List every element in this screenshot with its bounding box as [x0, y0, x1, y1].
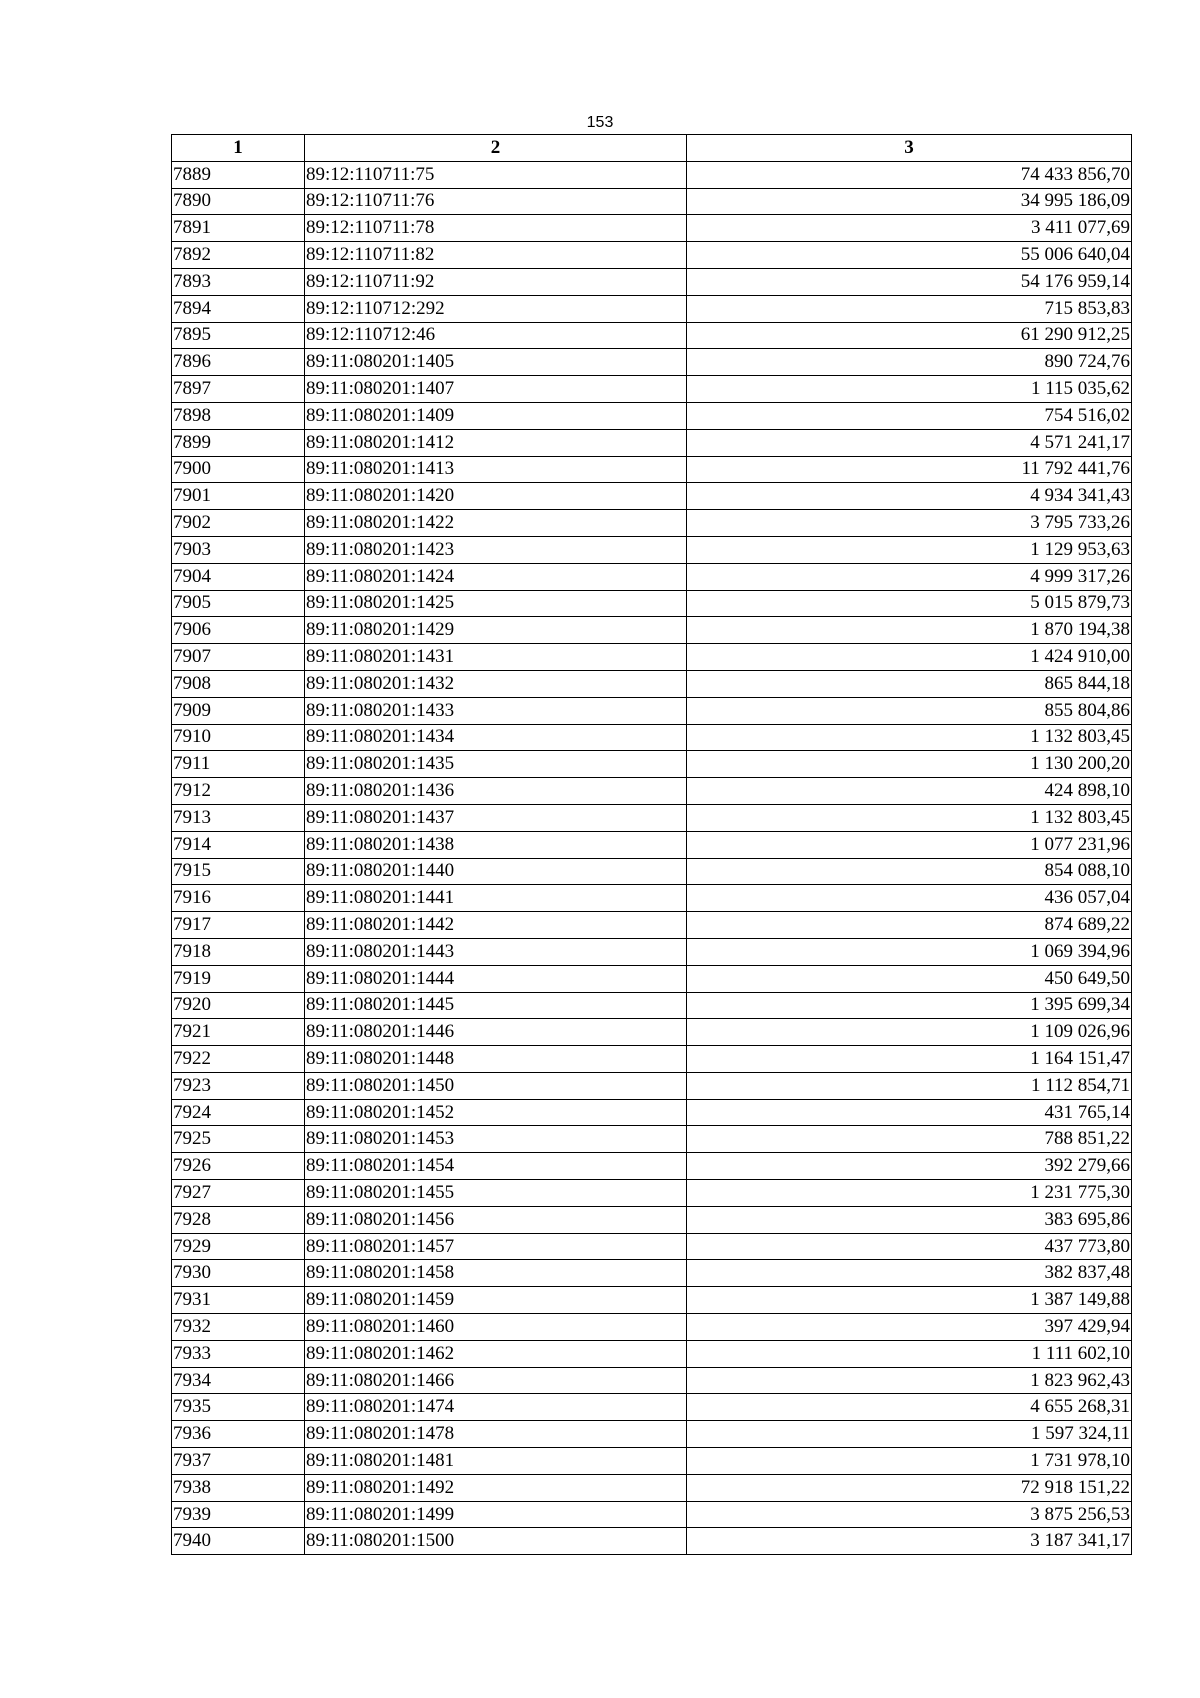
table-row: [172, 1233, 1132, 1260]
row-number-cell: 7893: [172, 268, 305, 295]
cadastral-number-cell: 89:11:080201:1499: [305, 1501, 687, 1528]
row-number-cell: 7936: [172, 1421, 305, 1448]
cadastral-number-cell: 89:12:110711:92: [305, 268, 687, 295]
row-number-cell: 7921: [172, 1019, 305, 1046]
table-row: [172, 1528, 1132, 1555]
cadastral-value-cell: 715 853,83: [687, 295, 1132, 322]
cadastral-number-cell: 89:11:080201:1441: [305, 885, 687, 912]
table-row: [172, 1287, 1132, 1314]
row-number-cell: 7913: [172, 804, 305, 831]
cadastral-value-cell: 1 231 775,30: [687, 1180, 1132, 1207]
row-number-cell: 7940: [172, 1528, 305, 1555]
cadastral-value-cell: 1 424 910,00: [687, 644, 1132, 671]
cadastral-value-cell: 1 132 803,45: [687, 724, 1132, 751]
cadastral-number-cell: 89:11:080201:1500: [305, 1528, 687, 1555]
cadastral-number-cell: 89:11:080201:1443: [305, 938, 687, 965]
row-number-cell: 7917: [172, 912, 305, 939]
cadastral-value-cell: 874 689,22: [687, 912, 1132, 939]
cadastral-number-cell: 89:12:110711:75: [305, 161, 687, 188]
table-row: [172, 1180, 1132, 1207]
row-number-cell: 7929: [172, 1233, 305, 1260]
table-row: [172, 885, 1132, 912]
row-number-cell: 7935: [172, 1394, 305, 1421]
table-row: [172, 161, 1132, 188]
cadastral-value-cell: 1 870 194,38: [687, 617, 1132, 644]
cadastral-number-cell: 89:11:080201:1452: [305, 1099, 687, 1126]
row-number-cell: 7915: [172, 858, 305, 885]
cadastral-value-cell: 1 132 803,45: [687, 804, 1132, 831]
cadastral-number-cell: 89:11:080201:1460: [305, 1314, 687, 1341]
cadastral-number-cell: 89:11:080201:1474: [305, 1394, 687, 1421]
cadastral-number-cell: 89:11:080201:1407: [305, 376, 687, 403]
cadastral-number-cell: 89:11:080201:1454: [305, 1153, 687, 1180]
row-number-cell: 7919: [172, 965, 305, 992]
row-number-cell: 7910: [172, 724, 305, 751]
cadastral-number-cell: 89:11:080201:1478: [305, 1421, 687, 1448]
column-header-2: 2: [305, 135, 687, 162]
cadastral-number-cell: 89:11:080201:1437: [305, 804, 687, 831]
cadastral-value-table: [171, 134, 1132, 1555]
table-row: [172, 349, 1132, 376]
cadastral-number-cell: 89:11:080201:1422: [305, 510, 687, 537]
cadastral-number-cell: 89:11:080201:1405: [305, 349, 687, 376]
cadastral-value-cell: 3 411 077,69: [687, 215, 1132, 242]
cadastral-number-cell: 89:11:080201:1457: [305, 1233, 687, 1260]
table-row: [172, 778, 1132, 805]
cadastral-number-cell: 89:11:080201:1459: [305, 1287, 687, 1314]
table-row: [172, 483, 1132, 510]
page-number: 153: [586, 114, 614, 131]
table-row: [172, 697, 1132, 724]
row-number-cell: 7895: [172, 322, 305, 349]
row-number-cell: 7904: [172, 563, 305, 590]
row-number-cell: 7931: [172, 1287, 305, 1314]
cadastral-number-cell: 89:12:110711:78: [305, 215, 687, 242]
cadastral-value-cell: 4 571 241,17: [687, 429, 1132, 456]
row-number-cell: 7928: [172, 1206, 305, 1233]
cadastral-value-cell: 382 837,48: [687, 1260, 1132, 1287]
table-row: [172, 429, 1132, 456]
table-body: [172, 161, 1132, 1554]
table-row: [172, 1099, 1132, 1126]
cadastral-value-cell: 450 649,50: [687, 965, 1132, 992]
cadastral-value-cell: 437 773,80: [687, 1233, 1132, 1260]
table-row: [172, 617, 1132, 644]
cadastral-number-cell: 89:12:110712:292: [305, 295, 687, 322]
table-row: [172, 831, 1132, 858]
row-number-cell: 7930: [172, 1260, 305, 1287]
table-row: [172, 322, 1132, 349]
table-row: [172, 1421, 1132, 1448]
row-number-cell: 7924: [172, 1099, 305, 1126]
table-row: [172, 510, 1132, 537]
cadastral-number-cell: 89:11:080201:1458: [305, 1260, 687, 1287]
table-row: [172, 992, 1132, 1019]
table-row: [172, 1126, 1132, 1153]
row-number-cell: 7903: [172, 536, 305, 563]
cadastral-value-cell: 72 918 151,22: [687, 1474, 1132, 1501]
column-header-3: 3: [687, 135, 1132, 162]
row-number-cell: 7938: [172, 1474, 305, 1501]
cadastral-value-cell: 424 898,10: [687, 778, 1132, 805]
cadastral-value-cell: 383 695,86: [687, 1206, 1132, 1233]
table-row: [172, 1367, 1132, 1394]
cadastral-value-cell: 1 597 324,11: [687, 1421, 1132, 1448]
cadastral-value-cell: 1 112 854,71: [687, 1072, 1132, 1099]
cadastral-value-cell: 1 115 035,62: [687, 376, 1132, 403]
row-number-cell: 7937: [172, 1448, 305, 1475]
cadastral-number-cell: 89:11:080201:1433: [305, 697, 687, 724]
cadastral-number-cell: 89:11:080201:1481: [305, 1448, 687, 1475]
row-number-cell: 7898: [172, 402, 305, 429]
cadastral-value-cell: 788 851,22: [687, 1126, 1132, 1153]
cadastral-value-cell: 34 995 186,09: [687, 188, 1132, 215]
table-row: [172, 1260, 1132, 1287]
row-number-cell: 7939: [172, 1501, 305, 1528]
row-number-cell: 7905: [172, 590, 305, 617]
table-row: [172, 858, 1132, 885]
cadastral-value-cell: 3 875 256,53: [687, 1501, 1132, 1528]
table-row: [172, 402, 1132, 429]
row-number-cell: 7925: [172, 1126, 305, 1153]
table-row: [172, 242, 1132, 269]
cadastral-value-cell: 1 109 026,96: [687, 1019, 1132, 1046]
cadastral-value-cell: 4 655 268,31: [687, 1394, 1132, 1421]
cadastral-number-cell: 89:11:080201:1445: [305, 992, 687, 1019]
table-row: [172, 268, 1132, 295]
row-number-cell: 7906: [172, 617, 305, 644]
cadastral-value-cell: 3 187 341,17: [687, 1528, 1132, 1555]
row-number-cell: 7923: [172, 1072, 305, 1099]
cadastral-number-cell: 89:11:080201:1434: [305, 724, 687, 751]
cadastral-value-cell: 1 077 231,96: [687, 831, 1132, 858]
cadastral-value-cell: 392 279,66: [687, 1153, 1132, 1180]
cadastral-number-cell: 89:11:080201:1420: [305, 483, 687, 510]
cadastral-value-cell: 54 176 959,14: [687, 268, 1132, 295]
cadastral-number-cell: 89:11:080201:1456: [305, 1206, 687, 1233]
row-number-cell: 7891: [172, 215, 305, 242]
table-row: [172, 456, 1132, 483]
row-number-cell: 7932: [172, 1314, 305, 1341]
cadastral-value-cell: 55 006 640,04: [687, 242, 1132, 269]
row-number-cell: 7914: [172, 831, 305, 858]
row-number-cell: 7899: [172, 429, 305, 456]
table-row: [172, 938, 1132, 965]
cadastral-number-cell: 89:11:080201:1444: [305, 965, 687, 992]
cadastral-number-cell: 89:11:080201:1438: [305, 831, 687, 858]
table-row: [172, 215, 1132, 242]
cadastral-number-cell: 89:11:080201:1432: [305, 670, 687, 697]
table-row: [172, 965, 1132, 992]
row-number-cell: 7916: [172, 885, 305, 912]
cadastral-number-cell: 89:11:080201:1409: [305, 402, 687, 429]
table-row: [172, 536, 1132, 563]
table-row: [172, 912, 1132, 939]
row-number-cell: 7918: [172, 938, 305, 965]
cadastral-number-cell: 89:11:080201:1446: [305, 1019, 687, 1046]
table-row: [172, 590, 1132, 617]
cadastral-number-cell: 89:12:110711:76: [305, 188, 687, 215]
cadastral-value-cell: 74 433 856,70: [687, 161, 1132, 188]
cadastral-value-cell: 1 111 602,10: [687, 1340, 1132, 1367]
cadastral-value-cell: 1 130 200,20: [687, 751, 1132, 778]
table-header-row: [172, 135, 1132, 162]
cadastral-value-cell: 397 429,94: [687, 1314, 1132, 1341]
table-row: [172, 188, 1132, 215]
row-number-cell: 7907: [172, 644, 305, 671]
row-number-cell: 7927: [172, 1180, 305, 1207]
table-row: [172, 644, 1132, 671]
cadastral-number-cell: 89:11:080201:1412: [305, 429, 687, 456]
cadastral-number-cell: 89:11:080201:1455: [305, 1180, 687, 1207]
cadastral-number-cell: 89:11:080201:1431: [305, 644, 687, 671]
row-number-cell: 7934: [172, 1367, 305, 1394]
cadastral-number-cell: 89:11:080201:1436: [305, 778, 687, 805]
cadastral-number-cell: 89:11:080201:1424: [305, 563, 687, 590]
table-row: [172, 1474, 1132, 1501]
cadastral-number-cell: 89:11:080201:1492: [305, 1474, 687, 1501]
cadastral-number-cell: 89:11:080201:1429: [305, 617, 687, 644]
row-number-cell: 7896: [172, 349, 305, 376]
cadastral-number-cell: 89:11:080201:1453: [305, 1126, 687, 1153]
cadastral-value-cell: 890 724,76: [687, 349, 1132, 376]
row-number-cell: 7908: [172, 670, 305, 697]
cadastral-value-cell: 4 934 341,43: [687, 483, 1132, 510]
table-row: [172, 1501, 1132, 1528]
row-number-cell: 7933: [172, 1340, 305, 1367]
cadastral-value-cell: 1 395 699,34: [687, 992, 1132, 1019]
cadastral-number-cell: 89:11:080201:1425: [305, 590, 687, 617]
table-row: [172, 1072, 1132, 1099]
cadastral-value-cell: 5 015 879,73: [687, 590, 1132, 617]
cadastral-number-cell: 89:11:080201:1450: [305, 1072, 687, 1099]
cadastral-number-cell: 89:12:110711:82: [305, 242, 687, 269]
cadastral-number-cell: 89:11:080201:1466: [305, 1367, 687, 1394]
row-number-cell: 7912: [172, 778, 305, 805]
row-number-cell: 7897: [172, 376, 305, 403]
table-row: [172, 670, 1132, 697]
cadastral-value-cell: 854 088,10: [687, 858, 1132, 885]
table-row: [172, 563, 1132, 590]
row-number-cell: 7894: [172, 295, 305, 322]
table-row: [172, 1448, 1132, 1475]
table-row: [172, 376, 1132, 403]
table-row: [172, 804, 1132, 831]
row-number-cell: 7911: [172, 751, 305, 778]
row-number-cell: 7892: [172, 242, 305, 269]
cadastral-value-cell: 11 792 441,76: [687, 456, 1132, 483]
cadastral-value-cell: 1 164 151,47: [687, 1046, 1132, 1073]
cadastral-value-cell: 1 823 962,43: [687, 1367, 1132, 1394]
table-row: [172, 1153, 1132, 1180]
row-number-cell: 7890: [172, 188, 305, 215]
cadastral-value-cell: 431 765,14: [687, 1099, 1132, 1126]
table-row: [172, 1206, 1132, 1233]
table-row: [172, 724, 1132, 751]
row-number-cell: 7922: [172, 1046, 305, 1073]
cadastral-value-cell: 436 057,04: [687, 885, 1132, 912]
cadastral-number-cell: 89:11:080201:1413: [305, 456, 687, 483]
row-number-cell: 7902: [172, 510, 305, 537]
cadastral-number-cell: 89:11:080201:1440: [305, 858, 687, 885]
row-number-cell: 7900: [172, 456, 305, 483]
cadastral-number-cell: 89:11:080201:1435: [305, 751, 687, 778]
cadastral-value-cell: 1 731 978,10: [687, 1448, 1132, 1475]
cadastral-value-cell: 1 069 394,96: [687, 938, 1132, 965]
table-row: [172, 1019, 1132, 1046]
row-number-cell: 7889: [172, 161, 305, 188]
cadastral-number-cell: 89:11:080201:1462: [305, 1340, 687, 1367]
table-row: [172, 295, 1132, 322]
cadastral-value-cell: 754 516,02: [687, 402, 1132, 429]
cadastral-value-cell: 855 804,86: [687, 697, 1132, 724]
cadastral-value-cell: 4 999 317,26: [687, 563, 1132, 590]
cadastral-number-cell: 89:12:110712:46: [305, 322, 687, 349]
table-row: [172, 1046, 1132, 1073]
table-row: [172, 751, 1132, 778]
cadastral-value-cell: 3 795 733,26: [687, 510, 1132, 537]
cadastral-value-cell: 865 844,18: [687, 670, 1132, 697]
cadastral-value-cell: 1 129 953,63: [687, 536, 1132, 563]
column-header-1: 1: [172, 135, 305, 162]
cadastral-number-cell: 89:11:080201:1423: [305, 536, 687, 563]
row-number-cell: 7920: [172, 992, 305, 1019]
table-row: [172, 1314, 1132, 1341]
table-row: [172, 1340, 1132, 1367]
cadastral-number-cell: 89:11:080201:1448: [305, 1046, 687, 1073]
row-number-cell: 7926: [172, 1153, 305, 1180]
cadastral-value-cell: 61 290 912,25: [687, 322, 1132, 349]
row-number-cell: 7909: [172, 697, 305, 724]
row-number-cell: 7901: [172, 483, 305, 510]
cadastral-number-cell: 89:11:080201:1442: [305, 912, 687, 939]
table-row: [172, 1394, 1132, 1421]
cadastral-value-cell: 1 387 149,88: [687, 1287, 1132, 1314]
